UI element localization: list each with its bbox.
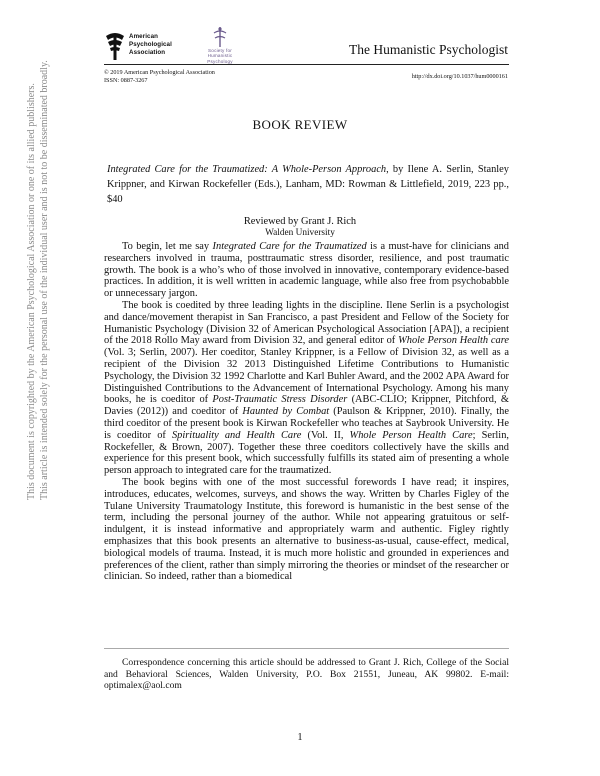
paragraph-3: The book begins with one of the most successful forewords I have read; it inspires, introduces, educates, welcomes, surveys, and shows the way. Written by Charles Figley of the Tulane University Traumatology Institute, this foreword is humanistic in the best sense of the term, including the personal journey of the author. While not appearing gratuitous or self-indulgent, it is instead informative and appropriately warm and authentic. Figley rightly emphasizes that this book presents an alternative to business-as-usual, cause-effect, medical, biological models of trauma. Instead, it is much more holistic and grounded in experiences and preferences of the client, rather than simply mirroring the theories or mindset of the researcher or clinician. So indeed, rather than a biomedical: [104, 476, 509, 583]
correspondence-footnote: [104, 657, 509, 692]
text-run: (Paulson & Krippner, 2010). Finally, the third coeditor of the present book is Kirwan Rockefeller who teaches at Saybrook University. He is coeditor of: [104, 406, 509, 441]
text-run: (ABC-CLIO; Krippner, Pitchford, & Davies (2012)) and coeditor of: [104, 394, 509, 418]
publisher-line-3: Association: [129, 49, 166, 57]
book-citation: [107, 162, 509, 207]
reviewer-affiliation: Walden University: [265, 228, 335, 238]
reviewer-name: Reviewed by Grant J. Rich: [243, 216, 357, 227]
publisher-line-1: American: [129, 33, 159, 40]
division-line-1: Society for: [208, 48, 232, 53]
italic-title: Haunted by Combat: [242, 406, 330, 418]
text-run: The book is coedited by three leading lights in the discipline. Ilene Serlin is a psychologist and dance/movement therapist in San Francisco, a past President and Fellow of the Society for Humanistic Psychology (Division 32 of American Psychological Association [APA]), a recipient of the 2018 Rollo May award from Division 32, and general editor of: [104, 299, 509, 347]
humanistic-emblem-icon: [212, 26, 228, 48]
division-line-2: Humanistic: [207, 53, 233, 59]
copyright-block: [104, 69, 215, 85]
text-run: (Vol. II,: [301, 429, 350, 441]
header-divider: [104, 64, 509, 65]
doi-link[interactable]: http://dx.doi.org/10.1037/hum0000161: [411, 73, 508, 80]
italic-title: Whole Person Health care: [398, 335, 509, 347]
footnote-text: Correspondence concerning this article should be addressed to Grant J. Rich, College of the Social and Behavioral Sciences, Walden University, P.O. Box 21551, Juneau, AK 99802. E-mail: optimalex@aol.com: [104, 657, 509, 692]
italic-title: Spirituality and Health Care: [171, 429, 302, 441]
footnote-divider: [104, 648, 509, 649]
publisher-line-2: Psychological: [129, 41, 172, 49]
apa-logo: [104, 30, 199, 64]
watermark-line-2: This article is intended solely for the personal use of the individual user and is not to be disseminated broadly.: [38, 60, 50, 500]
italic-title: Post-Traumatic Stress Disorder: [212, 394, 348, 406]
issn-line: ISSN: 0887-3267: [104, 77, 148, 84]
italic-title: Integrated Care for the Traumatized: [212, 241, 367, 252]
book-details: , by Ilene A. Serlin, Stanley Krippner, and Kirwan Rockefeller (Eds.), Lanham, MD: Rowman & Littlefield, 2019, 223 pp., $40: [107, 164, 509, 205]
division-logo: [200, 26, 240, 66]
book-title: Integrated Care for the Traumatized: A Whole-Person Approach: [107, 164, 387, 175]
section-title: BOOK REVIEW: [252, 117, 348, 132]
text-run: is a must-have for clinicians and researchers involved in trauma, posttraumatic stress disorder, resilience, and post traumatic growth. The book is a who’s who of those involved in innovative, contemporary evidence-based practices. In addition, it is well written in academic language, while also free from psychobabble or unnecessary jargon.: [104, 241, 509, 300]
text-run: (Vol. 3; Serlin, 2007). Her coeditor, Stanley Krippner, is a Fellow of Division 32, as well as a recipient of the Division 32 2013 Distinguished Lifetime Contributions to Humanistic Psychology, the Division 32 1992 Charlotte and Karl Buhler Award, and the 2002 APA Award for Distinguished Contributions to the Advancement of International Psychology. Among his many books, he is coeditor of: [104, 347, 509, 406]
article-body: [104, 241, 509, 583]
text-run: To begin, let me say: [122, 241, 213, 252]
apa-emblem-icon: [104, 30, 126, 62]
copyright-line: © 2019 American Psychological Association: [104, 69, 215, 76]
italic-title: Whole Person Health Care: [349, 429, 473, 441]
page-number: 1: [297, 732, 303, 743]
watermark-line-1: This document is copyrighted by the American Psychological Association or one of its allied publishers.: [26, 83, 37, 500]
division-line-3: Psychology: [207, 58, 233, 64]
journal-title: The Humanistic Psychologist: [349, 42, 508, 57]
paragraph-1: [104, 241, 509, 300]
paragraph-2: [104, 300, 509, 477]
text-run: ; Serlin, Rockefeller, & Brown, 2007). Together these three coeditors collectively have the skills and experience for this present book, which successfully fulfills its stated aim of presenting a whole person approach to integrated care for the traumatized.: [104, 429, 509, 477]
